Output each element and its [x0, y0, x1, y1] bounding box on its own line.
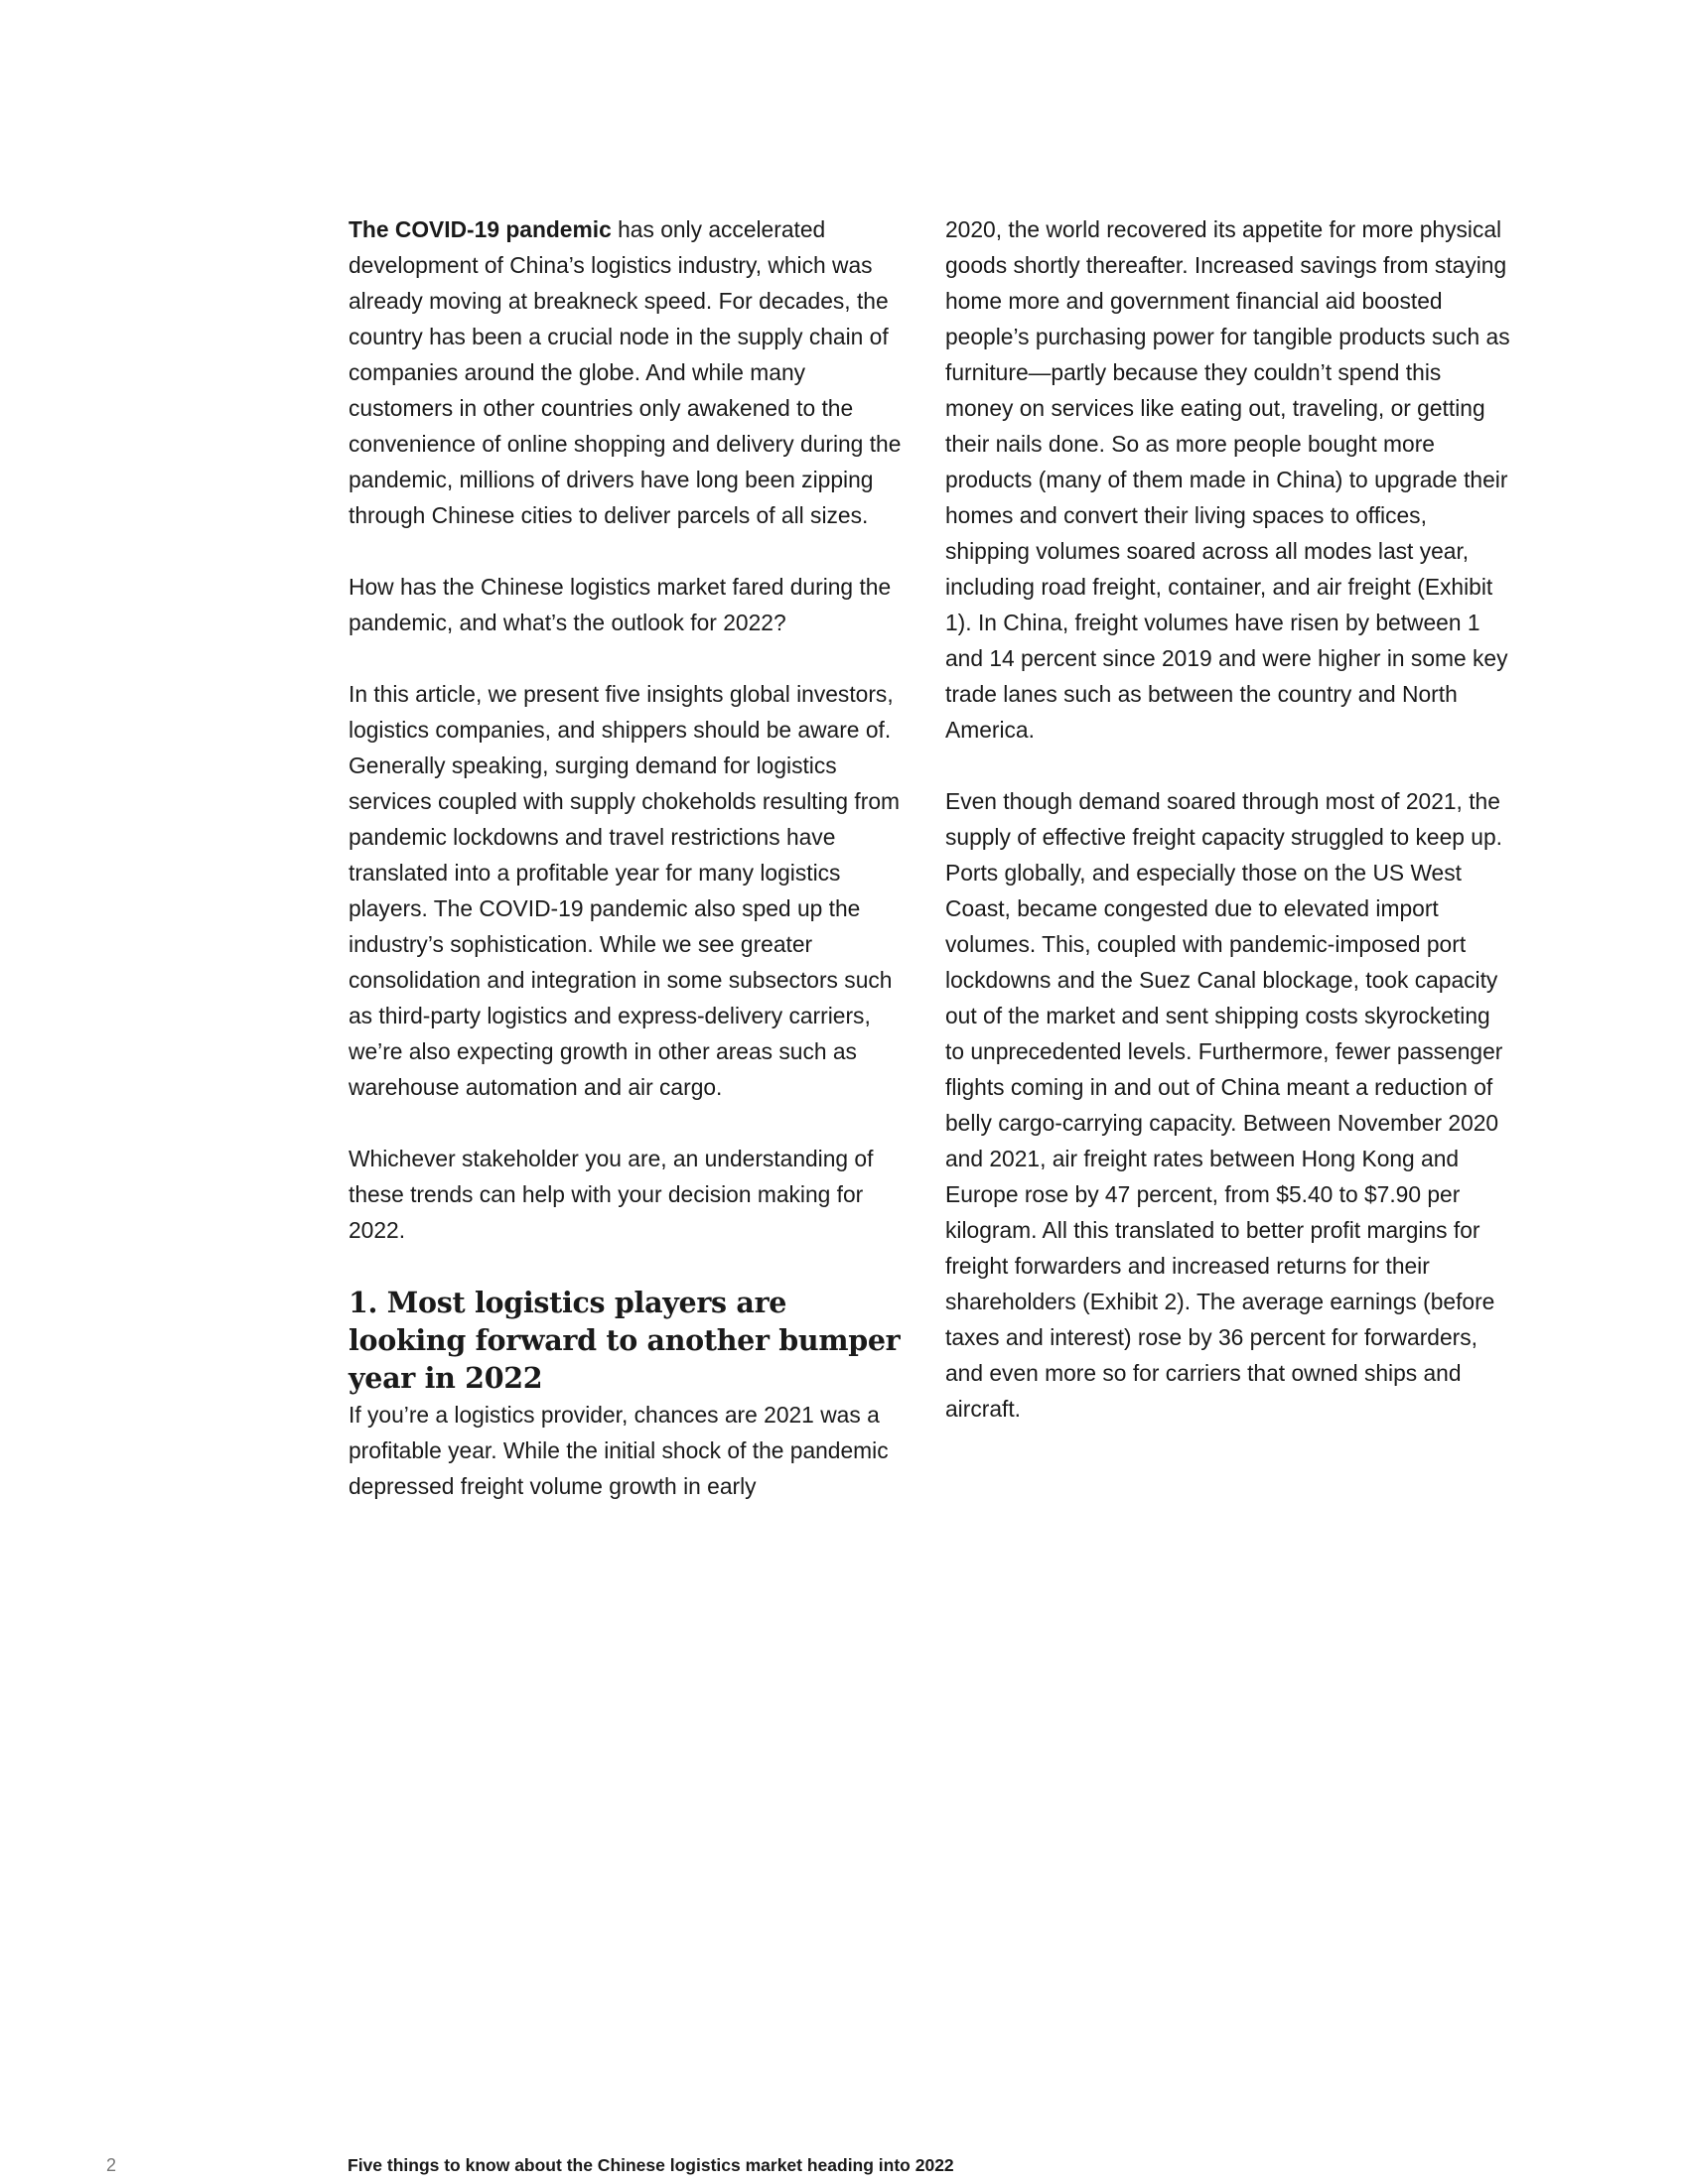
- running-title: Five things to know about the Chinese logistics market heading into 2022: [348, 2155, 954, 2175]
- capacity-paragraph: Even though demand soared through most of 2021, the supply of effective freight capacity struggled to keep up. Ports globally, and especially those on the US West Coast, became congested due to elevated import volumes. This, coupled with pandemic-imposed port lockdowns and the Suez Canal blockage, took capacity out of the market and sent shipping costs skyrocketing to unprecedented levels. Furthermore, fewer passenger flights coming in and out of China meant a reduction of belly cargo-carrying capacity. Between November 2020 and 2021, air freight rates between Hong Kong and Europe rose by 47 percent, from $5.40 to $7.90 per kilogram. All this translated to better profit margins for freight forwarders and increased returns for their shareholders (Exhibit 2). The average earnings (before taxes and interest) rose by 36 percent for forwarders, and even more so for carriers that owned ships and aircraft.: [945, 788, 1503, 1422]
- right-column: [945, 211, 1511, 1462]
- demand-paragraph: 2020, the world recovered its appetite for more physical goods shortly thereafter. Increased savings from staying home more and government financial aid boosted people’s purchasing power for tangible products such as furniture—partly because they couldn’t spend this money on services like eating out, traveling, or getting their nails done. So as more people bought more products (many of them made in China) to upgrade their homes and convert their living spaces to offices, shipping volumes soared across all modes last year, including road freight, container, and air freight (Exhibit 1). In China, freight volumes have risen by between 1 and 14 percent since 2019 and were higher in some key trade lanes such as between the country and North America.: [945, 216, 1510, 743]
- intro-paragraph: [349, 211, 914, 533]
- stakeholder-paragraph: Whichever stakeholder you are, an understanding of these trends can help with your decision making for 2022.: [349, 1146, 874, 1243]
- left-column: [349, 211, 914, 1540]
- page-number: 2: [106, 2155, 117, 2175]
- insights-paragraph: In this article, we present five insights global investors, logistics companies, and shippers should be aware of. Generally speaking, surging demand for logistics services coupled with supply chokeholds resulting from pandemic lockdowns and travel restrictions have translated into a profitable year for many logistics players. The COVID-19 pandemic also sped up the industry’s sophistication. While we see greater consolidation and integration in some subsectors such as third-party logistics and express-delivery carriers, we’re also expecting growth in other areas such as warehouse automation and air cargo.: [349, 681, 900, 1100]
- section-heading: 1. Most logistics players are looking forward to another bumper year in 2022: [349, 1286, 901, 1395]
- intro-paragraph-text: has only accelerated development of China’s logistics industry, which was already moving at breakneck speed. For decades, the country has been a crucial node in the supply chain of companies around the globe. And while many customers in other countries only awakened to the convenience of online shopping and delivery during the pandemic, millions of drivers have long been zipping through Chinese cities to deliver parcels of all sizes.: [349, 216, 902, 528]
- lead-in-bold: The COVID-19 pandemic: [349, 216, 612, 242]
- section-paragraph: If you’re a logistics provider, chances are 2021 was a profitable year. While the initial shock of the pandemic depressed freight volume growth in early: [349, 1402, 889, 1499]
- question-paragraph: How has the Chinese logistics market fared during the pandemic, and what’s the outlook for 2022?: [349, 574, 892, 635]
